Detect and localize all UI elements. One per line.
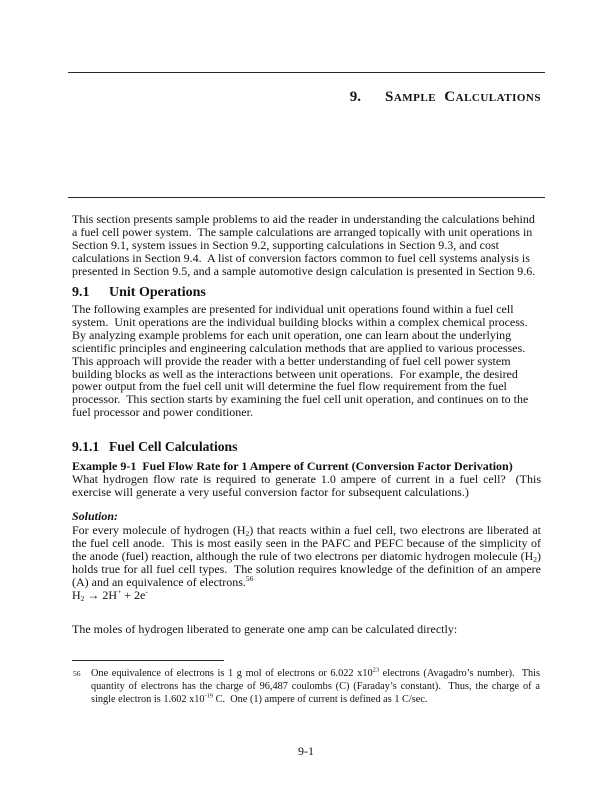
solution-paragraph: For every molecule of hydrogen $(H_2)$ that reacts within a fuel cell, two electrons are liberated at the fuel cell anode. This is most easily seen in the PAFC and PEFC because of the simplicity of the anode (fuel) reaction, although the rule of two electrons per diatomic hydrogen molecule $(H_2)$ holds true for all fuel cell types. The solution requires knowledge of the definition of an ampere (A) and an equivalence of electrons.$^{56}$	[72, 522, 541, 589]
section-title: Unit Operations	[109, 284, 206, 300]
subsection-title: Fuel Cell Calculations	[109, 439, 238, 455]
footnote-block	[72, 660, 540, 706]
chapter-heading	[68, 89, 541, 106]
moles-intro-line: The moles of hydrogen liberated to generate one amp can be calculated directly:	[72, 622, 458, 637]
intro-paragraph: This section presents sample problems to aid the reader in understanding the calculations behind a fuel cell power system. The sample calculations are arranged topically with unit operations in Section 9.1, system issues in Section 9.2, supporting calculations in Section 9.3, and cost calculations in Section 9.4. A list of conversion factors common to fuel cell systems analysis is presented in Section 9.5, and a sample automotive design calculation is presented in Section 9.6.	[72, 212, 536, 278]
example-9-1-question: What hydrogen flow rate is required to generate 1.0 ampere of current in a fuel cell? (This exercise will generate a very useful conversion factor for subsequent calculations.)	[72, 472, 541, 500]
section-9-1-paragraph: The following examples are presented for individual unit operations found within a fuel cell system. Unit operations are the individual building blocks within a complex chemical process. By analyzing example problems for each unit operation, one can learn about the underlying scientific principles and engineering calculation methods that are applied to various processes. This approach will provide the reader with a better understanding of fuel cell power system building blocks as well as the interactions between unit operations. For example, the desired power output from the fuel cell unit will determine the fuel flow requirement from the fuel processor. This section starts by examining the fuel cell unit operation, and continues on to the fuel processor and power conditioner.	[72, 301, 531, 420]
footnote-separator	[72, 660, 224, 661]
section-heading-9-1	[72, 285, 541, 301]
example-9-1-heading: Example 9-1 Fuel Flow Rate for 1 Ampere of Current (Conversion Factor Derivation)	[72, 459, 513, 474]
subsection-number: 9.1.1	[72, 439, 100, 455]
page-body	[72, 213, 541, 636]
hydrogen-reaction-equation: $H_2 \to 2H^+ + 2e^-$	[72, 586, 148, 603]
page-number: 9-1	[298, 744, 314, 758]
footnote-text: One equivalence of electrons is 1 g mol of electrons or 6.022 $x10^{23}$ electrons (Avagadro’s number). This quantity of electrons has the charge of 96,487 coulombs (C) (Faraday’s constant). Thus, the charge of a single electron is 1.602 $x10^{-19}$ C. One (1) ampere of current is defined as 1 C/sec.	[91, 666, 540, 705]
footnote-body	[72, 667, 540, 706]
section-heading-9-1-1	[72, 439, 541, 455]
chapter-title: Sample Calculations	[384, 89, 541, 105]
chapter-number: 9.	[349, 89, 361, 105]
solution-label: Solution:	[72, 509, 119, 524]
header-rule	[68, 72, 545, 73]
footnote-marker: 56	[73, 669, 81, 678]
subtitle-rule	[68, 197, 545, 198]
section-number: 9.1	[72, 284, 90, 300]
